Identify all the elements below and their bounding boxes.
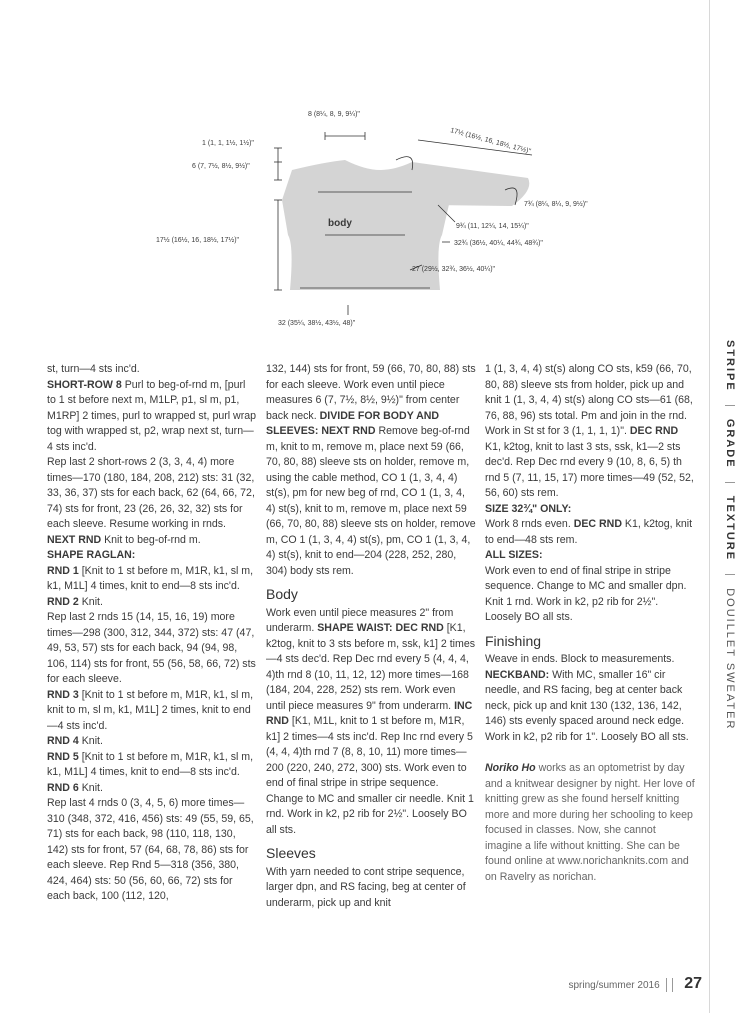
cuff-label: 9¾ (11, 12¼, 14, 15¼)" — [456, 223, 529, 230]
divider — [725, 482, 735, 483]
paragraph: SHORT-ROW 8 Purl to beg-of-rnd m, [purl to 1 st before next m, M1LP, p1, sl m, p1, M1RP] 2 times, purl to wrapped st, purl wrap tog with wrapped st, p2, wrap next st, turn—4 sts inc'd. — [47, 378, 257, 453]
paragraph: RND 2 Knit. — [47, 595, 103, 608]
front-neck-label: 6 (7, 7½, 8½, 9½)" — [192, 163, 250, 170]
paragraph: SIZE 32¾" ONLY: — [485, 502, 572, 515]
paragraph: Rep last 4 rnds 0 (3, 4, 5, 6) more times—310 (348, 372, 416, 456) sts: 49 (55, 59, 65, 71) sts for each back, 98 (110, 118, 130, 142) sts for front, 57 (64, 68, 78, 86) sts for each sleeve. Rep Rnd 5—318 (356, 380, 424, 464) sts: 50 (56, 60, 66, 72) sts for each back, 100 (112, 120, — [47, 797, 254, 902]
sweater-schematic — [150, 100, 630, 340]
paragraph: RND 6 Knit. — [47, 781, 103, 794]
paragraph: With yarn needed to cont stripe sequence, larger dpn, and RS facing, beg at center of underarm, pick up and knit — [266, 865, 466, 909]
bust-label: 32¾ (36½, 40¼, 44¾, 48¾)" — [454, 240, 543, 247]
page-footer — [568, 975, 702, 993]
divider — [725, 574, 735, 575]
sidebar — [709, 0, 750, 1013]
issue-label: spring/summer 2016 — [568, 980, 660, 991]
paragraph: Weave in ends. Block to measurements. — [485, 653, 675, 665]
divider — [666, 978, 673, 992]
divider — [725, 405, 735, 406]
paragraph: RND 5 [Knit to 1 st before m, M1R, k1, sl m, k1, M1L] 4 times, knit to end—8 sts inc'd. — [47, 750, 254, 778]
paragraph: 1 (1, 3, 4, 4) st(s) along CO sts, k59 (66, 70, 80, 88) sleeve sts from holder, pick up and knit 1 (1, 3, 4, 4) st(s) along CO sts—61 (68, 76, 88, 96) sts total. Pm and join in the rnd. Work in St st for 3 (1, 1, 1, 1)". DEC RND K1, k2tog, knit to last 3 sts, ssk, k1—2 sts dec'd. Rep Dec rnd every 9 (10, 8, 6, 5) th rnd 5 (7, 11, 15, 17) more times—49 (52, 52, 56, 60) sts rem. — [485, 363, 694, 499]
sleeve-length-label: 17½ (16½, 16, 18½, 17½)" — [449, 127, 532, 156]
section-heading-sleeves: Sleeves — [266, 845, 316, 861]
paragraph: Work 8 rnds even. DEC RND K1, k2tog, knit to end—48 sts rem. — [485, 518, 693, 546]
body-label: body — [328, 218, 352, 229]
grade-segment: TEXTURE — [724, 495, 736, 562]
paragraph: Work even until piece measures 2" from underarm. SHAPE WAIST: DEC RND [K1, k2tog, knit to 3 sts before m, ssk, k1] 2 times—4 sts dec'd. Rep Dec rnd every 5 (4, 4, 4, 4)th rnd 8 (10, 11, 12, 12) more times—168 (184, 204, 228, 252) sts rem. Work even until piece measures 9" from underarm. INC RND [K1, M1L, knit to 1 st before m, M1R, k1] 2 times—4 sts inc'd. Rep Inc rnd every 5 (4, 4, 4)th rnd 7 (8, 8, 10, 11) more times—200 (220, 240, 272, 300) sts. Work even to end of final stripe in stripe sequence. Change to MC and smaller cir needle. Knit 1 rnd. Work in k2, p2 rib for 2½". Loosely BO all sts. — [266, 606, 476, 836]
paragraph: RND 4 Knit. — [47, 735, 103, 747]
paragraph: Rep last 2 rnds 15 (14, 15, 16, 19) more times—298 (300, 312, 344, 372) sts: 47 (47, 49, 53, 57) sts for each back, 94 (94, 98, 106, 114) sts for front, 55 (56, 58, 66, 72) sts for each sleeve. — [47, 611, 256, 685]
paragraph: RND 3 [Knit to 1 st before m, M1R, k1, sl m, knit to m, sl m, k1, M1L] 2 times, knit to end—4 sts inc'd. — [47, 688, 254, 732]
paragraph: ALL SIZES: — [485, 549, 543, 561]
column-1 — [47, 362, 257, 905]
upper-arm-label: 7¾ (8¼, 8¼, 9, 9½)" — [524, 201, 588, 208]
neck-width-label: 8 (8¼, 8, 9, 9¼)" — [308, 111, 360, 118]
back-neck-label: 1 (1, 1, 1½, 1½)" — [202, 140, 254, 147]
section-heading-finishing: Finishing — [485, 632, 542, 649]
column-3 — [485, 362, 695, 885]
paragraph: st, turn—4 sts inc'd. — [47, 363, 140, 375]
paragraph: NECKBAND: With MC, smaller 16" cir needle, and RS facing, beg at center back neck, pick up and knit 130 (132, 136, 142, 146) sts evenly spaced around neck edge. Work in k2, p2 rib for 1". Loosely BO all sts. — [485, 668, 689, 743]
body-length-label: 17½ (16½, 16, 18½, 17½)" — [156, 237, 240, 244]
waist-label: 27 (29½, 32¾, 36½, 40¼)" — [412, 266, 496, 273]
sidebar-label — [724, 340, 736, 730]
grade-segment: GRADE — [724, 418, 736, 469]
page-number: 27 — [684, 975, 702, 992]
paragraph: Work even to end of final stripe in stripe sequence. Change to MC and smaller dpn. Knit 1 rnd. Work in k2, p2 rib for 2½". Loosely BO all sts. — [485, 564, 687, 623]
paragraph: Rep last 2 short-rows 2 (3, 3, 4, 4) more times—170 (180, 184, 208, 212) sts: 31 (32, 33, 36, 37) sts for each back, 62 (64, 66, 72, 74) sts for front, 23 (26, 26, 32, 32) sts for each sleeve. Resume working in rnds. NEXT RND Knit to beg-of-rnd m. — [47, 456, 255, 546]
section-heading-body: Body — [266, 586, 298, 602]
grade-segment: STRIPE — [724, 340, 736, 392]
paragraph: SHAPE RAGLAN: — [47, 549, 136, 561]
sleeve-shape — [412, 162, 529, 206]
designer-bio: Noriko Ho works as an optometrist by day and a knitwear designer by night. Her love of knitting grew as she found herself knitting more and more during her schooling to keep focused in classes. Now, she cannot imagine a life without knitting. She can be found online at www.norichanknits.com and on Ravelry as norichan. — [485, 762, 695, 883]
hip-label: 32 (35¼, 38½, 43½, 48)" — [278, 320, 356, 327]
column-2 — [266, 362, 476, 911]
paragraph: RND 1 [Knit to 1 st before m, M1R, k1, sl m, k1, M1L] 4 times, knit to end—8 sts inc'd. — [47, 564, 254, 592]
paragraph: 132, 144) sts for front, 59 (66, 70, 80, 88) sts for each sleeve. Work even until piece measures 6 (7, 7½, 8½, 9½)" from center back neck. DIVIDE FOR BODY AND SLEEVES: NEXT RND Remove beg-of-rnd m, knit to m, remove m, place next 59 (66, 70, 80, 88) sleeve sts on holder, remove m, using the cable method, CO 1 (1, 3, 4, 4) st(s), pm for new beg of rnd, CO 1 (1, 3, 4, 4) st(s), knit to m, remove m, place next 59 (66, 70, 80, 88) sleeve sts on holder, remove m, CO 1 (1, 3, 4, 4) st(s), pm, CO 1 (1, 3, 4, 4) st(s), knit to end—204 (228, 252, 280, 304) body sts rem. — [266, 363, 476, 577]
pattern-name: DOUILLET SWEATER — [724, 588, 736, 731]
